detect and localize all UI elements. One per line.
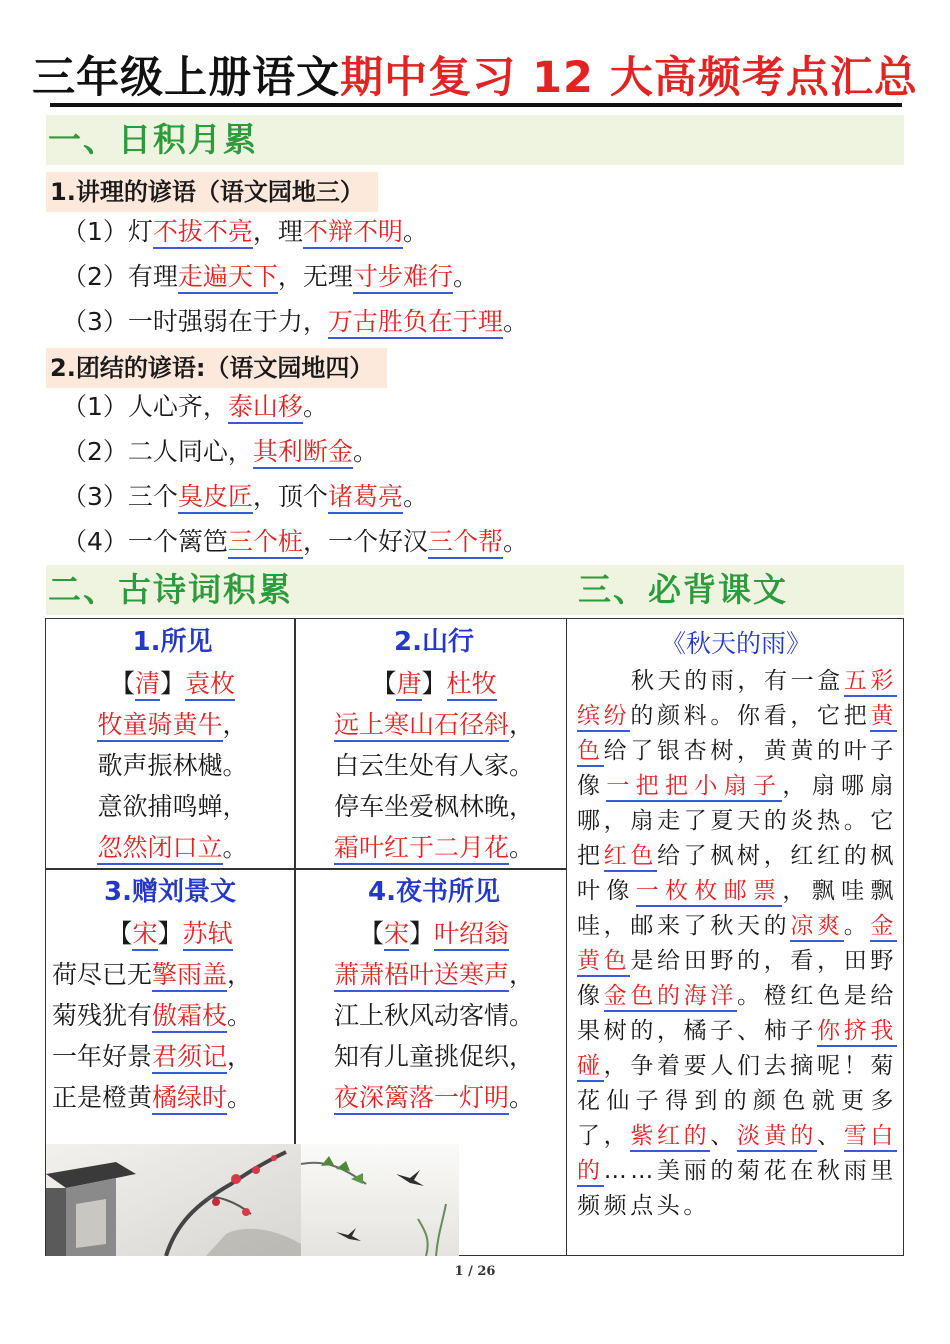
essay-keyword: 一把把小扇子 (606, 773, 782, 802)
essay-text: ，争着要人们去摘呢！菊花仙子得到的颜色就更多了， (577, 1053, 897, 1149)
poem-line: 夜深篱落一灯明。 (305, 1077, 563, 1118)
proverb-line: （3）三个臭皮匠，顶个诸葛亮。 (62, 476, 428, 518)
proverb-line: （3）一时强弱在于力，万古胜负在于理。 (62, 301, 528, 343)
poem-line: 白云生处有人家。 (333, 751, 534, 780)
essay-text: 是给田野的，看，田野像 (577, 948, 898, 1009)
poem-title: 3.赠刘景文 (104, 877, 236, 907)
poem-line: 菊残犹有傲霜枝。 (52, 995, 288, 1036)
essay-keyword: 淡黄的 (737, 1123, 817, 1152)
poem-line: 荷尽已无擎雨盖， (52, 954, 288, 995)
ink-painting-image (46, 1144, 459, 1256)
section1-heading: 一、日积月累 (48, 120, 258, 159)
poem-line: 一年好景君须记， (52, 1036, 288, 1077)
poem-author: 【宋】苏轼 (52, 913, 288, 954)
essay-body (577, 664, 897, 1224)
proverb-line: （1）灯不拔不亮，理不辩不明。 (62, 211, 428, 253)
grid-divider (45, 868, 567, 870)
poem-card (305, 872, 563, 1118)
essay-text: 、 (710, 1123, 738, 1149)
essay-keyword: 凉爽 (790, 913, 843, 942)
poem-author: 【清】袁枚 (60, 663, 285, 704)
poem-card (305, 622, 563, 868)
essay-text: 。 (843, 913, 871, 939)
essay-keyword: 红色 (604, 843, 657, 872)
poem-line: 停车坐爱枫林晚， (333, 792, 534, 821)
essay-keyword: 雪白的 (577, 1123, 897, 1187)
essay-text: 给了枫树，红红的枫叶像 (577, 843, 897, 904)
poem-card (60, 622, 285, 868)
title-part1: 三年级上册语文 (32, 53, 341, 103)
proverb-line: （2）二人同心，其利断金。 (62, 431, 378, 473)
poem-title: 4.夜书所见 (368, 877, 500, 907)
proverb-line: （4）一个篱笆三个桩，一个好汉三个帮。 (62, 521, 528, 563)
essay-text: 的颜料。你看，它把 (630, 703, 871, 729)
poem-line: 歌声振林樾。 (97, 751, 248, 780)
poem-line: 正是橙黄橘绿时。 (52, 1077, 288, 1118)
poem-line: 忽然闭口立。 (60, 827, 285, 868)
section3-heading: 三、必背课文 (578, 570, 788, 609)
page-title (0, 52, 950, 104)
title-part2: 期中复习 12 大高频考点汇总 (340, 53, 918, 103)
essay-text: 、 (817, 1123, 844, 1149)
essay-text: ……美丽的菊花在秋雨里频频点头。 (577, 1158, 897, 1219)
poem-author: 【唐】杜牧 (305, 663, 563, 704)
poem-line: 萧萧梧叶送寒声， (305, 954, 563, 995)
sub1-label: 1.讲理的谚语（语文园地三） (46, 172, 378, 212)
essay-title: 《秋天的雨》 (660, 629, 811, 658)
poem-line: 霜叶红于二月花。 (305, 827, 563, 868)
poem-title: 1.所见 (132, 627, 213, 657)
proverb-line: （2）有理走遍天下，无理寸步难行。 (62, 256, 478, 298)
essay-keyword: 金黄色 (577, 913, 897, 977)
poem-line: 江上秋风动客情。 (333, 1001, 534, 1030)
grid-divider (294, 618, 296, 1146)
poem-card (52, 872, 288, 1118)
essay-text: ，飘哇飘哇，邮来了秋天的 (577, 878, 898, 939)
poem-title: 2.山行 (394, 627, 474, 657)
section2-heading: 二、古诗词积累 (48, 570, 293, 609)
essay-keyword: 金色的海洋 (604, 983, 737, 1012)
poem-author: 【宋】叶绍翁 (305, 913, 563, 954)
essay-keyword: 黄色 (577, 703, 897, 767)
poem-line: 牧童骑黄牛， (60, 704, 285, 745)
ink-painting-svg (46, 1144, 459, 1256)
essay-box (566, 618, 904, 1256)
proverb-line: （1）人心齐，泰山移。 (62, 386, 328, 428)
title-underline (50, 103, 902, 107)
poem-line: 知有儿童挑促织， (333, 1042, 534, 1071)
essay-keyword: 一枚枚邮票 (636, 878, 783, 907)
page-number: 1 / 26 (454, 1264, 496, 1279)
poem-line: 远上寒山石径斜， (305, 704, 563, 745)
essay-text: 。橙红色是给果树的，橘子、柿子 (577, 983, 897, 1044)
essay-keyword: 五彩缤纷 (577, 668, 897, 732)
essay-text: 秋天的雨，有一盒 (631, 668, 844, 694)
essay-keyword: 紫红的 (630, 1123, 710, 1152)
sub2-label: 2.团结的谚语:（语文园地四） (46, 348, 387, 388)
poem-line: 意欲捕鸣蝉， (97, 792, 248, 821)
essay-text: 给了银杏树，黄黄的叶子像 (577, 738, 897, 799)
essay-text: ，扇哪扇哪，扇走了夏天的炎热。它把 (577, 773, 897, 869)
essay-keyword: 你挤我碰 (577, 1018, 897, 1082)
